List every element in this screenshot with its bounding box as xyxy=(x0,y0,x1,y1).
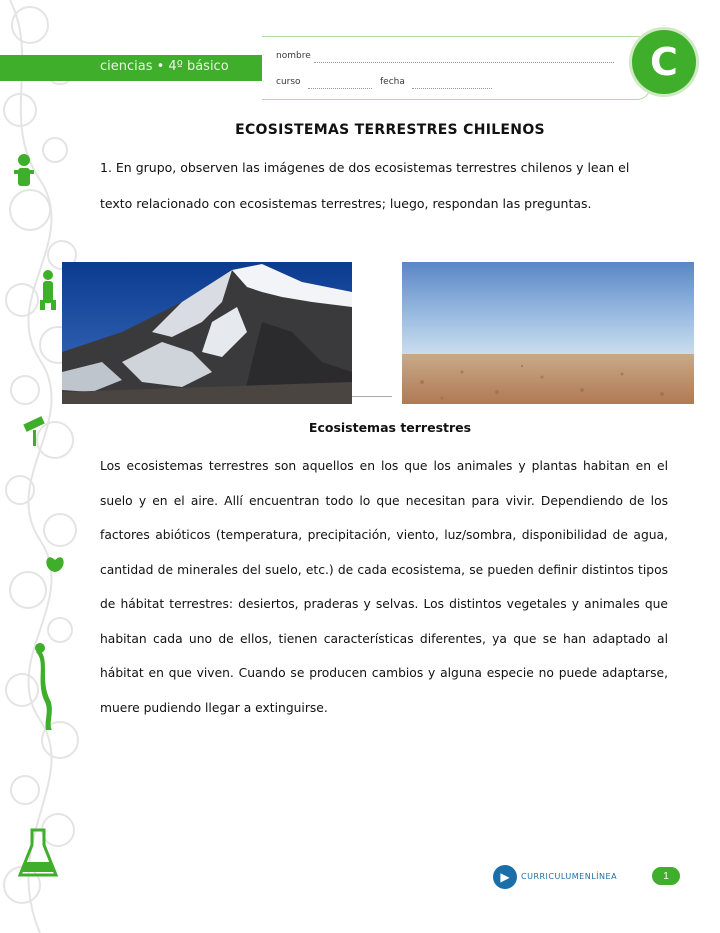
subject-bar xyxy=(0,55,262,81)
body-paragraph: Los ecosistemas terrestres son aquellos en los que los animales y plantas habitan en el suelo y en el aire. Allí encuentran todo lo que necesitan para vivir. Dependiendo de los factores abióticos (temperatura, precipitación, viento, luz/sombra, disponibilidad de agua, cantidad de minerales del suelo, etc.) de cada ecosistema, se pueden definir distintos tipos de hábitat terrestres: desiertos, praderas y selvas. Los distintos vegetales y animales que habitan cada uno de ellos, tienen características diferentes, ya que se han adaptado al hábitat en que viven. Cuando se producen cambios y alguna especie no puede adaptarse, muere pudiendo llegar a extinguirse. xyxy=(100,459,668,715)
page-number: 1 xyxy=(652,867,680,885)
level-badge: C xyxy=(632,30,696,94)
nombre-field[interactable] xyxy=(314,61,614,63)
butterfly-icon xyxy=(46,557,63,572)
telescope-icon xyxy=(23,416,45,446)
mountain-photo xyxy=(62,262,352,404)
caption-rule xyxy=(352,396,392,397)
fecha-label: fecha xyxy=(380,77,405,87)
instructions: 1. En grupo, observen las imágenes de dos ecosistemas terrestres chilenos y lean el texto relacionado con ecosistemas terrestres; luego, respondan las preguntas. xyxy=(100,160,630,211)
curso-label: curso xyxy=(276,77,301,87)
desert-photo xyxy=(402,262,694,404)
fecha-field[interactable] xyxy=(412,87,492,89)
section-title: Ecosistemas terrestres xyxy=(308,420,472,435)
student-info-form xyxy=(262,36,651,100)
page-title: ECOSISTEMAS TERRESTRES CHILENOS xyxy=(235,122,545,138)
person-icon xyxy=(14,154,34,186)
flask-icon xyxy=(20,830,56,875)
caveman-icon xyxy=(40,270,56,310)
curso-field[interactable] xyxy=(308,87,372,89)
play-icon: ▶ xyxy=(493,865,517,889)
brand-name: CURRICULUMENLÍNEA xyxy=(521,872,618,881)
decorative-border xyxy=(0,0,95,933)
nombre-label: nombre xyxy=(276,51,311,61)
subject-label: ciencias • 4º básico xyxy=(100,59,229,74)
curriculum-logo xyxy=(493,864,643,890)
